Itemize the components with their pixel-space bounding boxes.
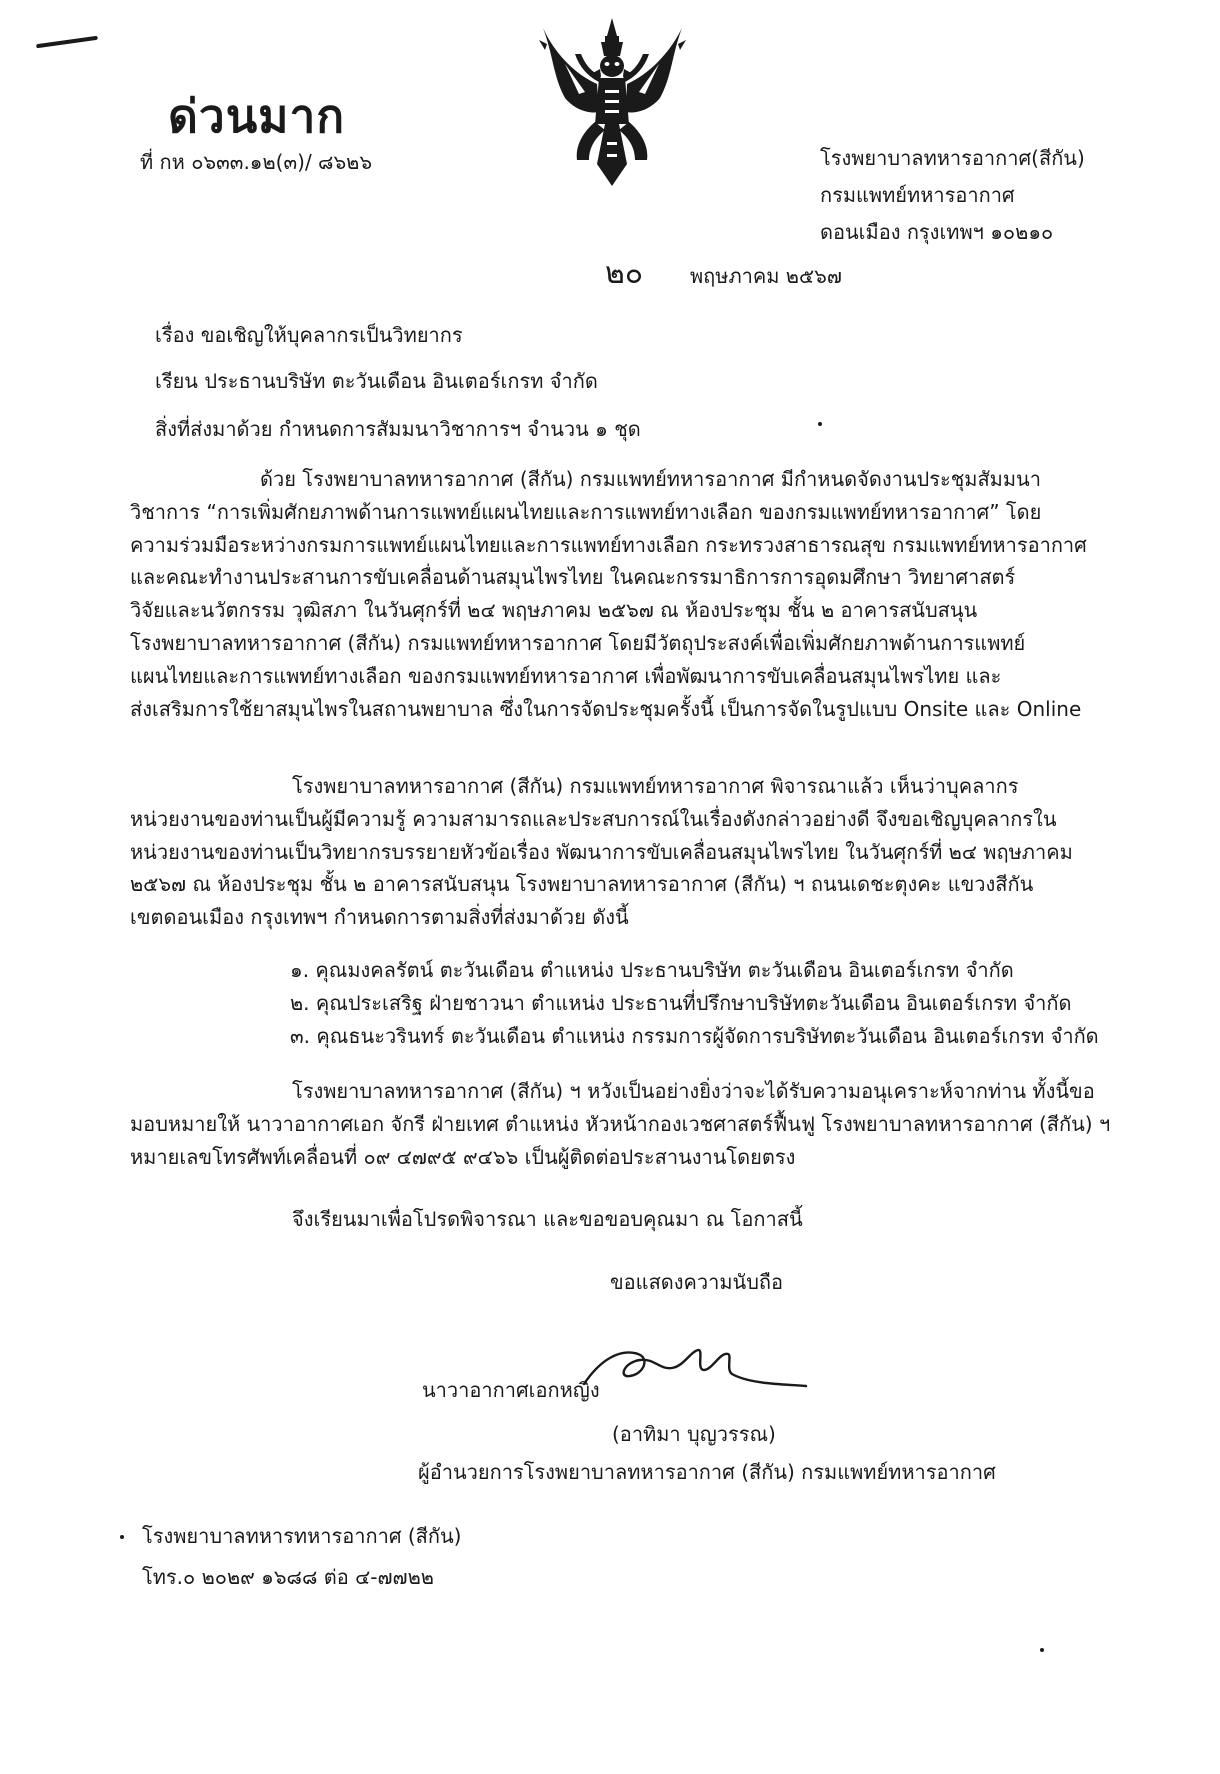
ink-speck <box>1040 1648 1044 1652</box>
paragraph-line: มอบหมายให้ นาวาอากาศเอก จักรี ฝ่ายเทศ ตำแหน่ง หัวหน้ากองเวชศาสตร์ฟื้นฟู โรงพยาบาลทหารอากาศ (สีกัน) ฯ <box>130 1111 1111 1136</box>
footer-phone: โทร.๐ ๒๐๒๙ ๑๖๘๘ ต่อ ๔-๗๗๒๒ <box>142 1565 434 1589</box>
paragraph-line: และคณะทำงานประสานการขับเคลื่อนด้านสมุนไพรไทย ในคณะกรรมาธิการการอุดมศึกษา วิทยาศาสตร์ <box>130 565 1016 590</box>
signatory-rank: นาวาอากาศเอกหญิง <box>422 1378 600 1402</box>
paragraph-line: เขตดอนเมือง กรุงเทพฯ กำหนดการตามสิ่งที่ส่งมาด้วย ดังนี้ <box>130 905 629 930</box>
paragraph-line: ด้วย โรงพยาบาลทหารอากาศ (สีกัน) กรมแพทย์ทหารอากาศ มีกำหนดจัดงานประชุมสัมมนา <box>260 467 1041 491</box>
ink-speck <box>818 422 822 426</box>
paragraph-line: วิชาการ “การเพิ่มศักยภาพด้านการแพทย์แผนไทยและการแพทย์ทางเลือก ของกรมแพทย์ทหารอากาศ” โดย <box>130 499 1042 524</box>
footer-organization: โรงพยาบาลทหารทหารอากาศ (สีกัน) <box>142 1524 462 1548</box>
paragraph-line: ความร่วมมือระหว่างกรมการแพทย์แผนไทยและการแพทย์ทางเลือก กระทรวงสาธารณสุข กรมแพทย์ทหารอากาศ <box>130 532 1087 557</box>
date-day-handwritten: ๒๐ <box>605 256 644 291</box>
urgency-label: ด่วนมาก <box>168 89 346 143</box>
sender-line-3: ดอนเมือง กรุงเทพฯ ๑๐๒๑๐ <box>820 220 1054 244</box>
sender-line-1: โรงพยาบาลทหารอากาศ(สีกัน) <box>820 146 1085 170</box>
regards-line: ขอแสดงความนับถือ <box>610 1270 784 1294</box>
paragraph-request <box>130 770 1078 934</box>
pen-mark <box>36 36 98 49</box>
paragraph-line: โรงพยาบาลทหารอากาศ (สีกัน) กรมแพทย์ทหารอากาศ โดยมีวัตถุประสงค์เพื่อเพิ่มศักยภาพด้านการแพทย์ <box>130 630 1026 655</box>
paragraph-line: หมายเลขโทรศัพท์เคลื่อนที่ ๐๙ ๔๗๙๕ ๙๔๖๖ เป็นผู้ติดต่อประสานงานโดยตรง <box>130 1144 796 1169</box>
paragraph-invitation <box>130 463 1087 725</box>
paragraph-line: ส่งเสริมการใช้ยาสมุนไพรในสถานพยาบาล ซึ่งในการจัดประชุมครั้งนี้ เป็นการจัดในรูปแบบ Onsite และ Online <box>130 696 1082 721</box>
paragraph-line: โรงพยาบาลทหารอากาศ (สีกัน) กรมแพทย์ทหารอากาศ พิจารณาแล้ว เห็นว่าบุคลากร <box>292 774 1019 798</box>
sender-line-2: กรมแพทย์ทหารอากาศ <box>820 183 1015 207</box>
document-number: ที่ กห ๐๖๓๓.๑๒(๓)/ ๘๖๒๖ <box>140 150 373 174</box>
date-month-year: พฤษภาคม ๒๕๖๗ <box>690 264 842 288</box>
signatory-position: ผู้อำนวยการโรงพยาบาลทหารอากาศ (สีกัน) กรมแพทย์ทหารอากาศ <box>418 1460 996 1484</box>
closing-line: จึงเรียนมาเพื่อโปรดพิจารณา และขอขอบคุณมา ณ โอกาสนี้ <box>292 1207 803 1231</box>
paragraph-line: ๒๕๖๗ ณ ห้องประชุม ชั้น ๒ อาคารสนับสนุน โรงพยาบาลทหารอากาศ (สีกัน) ฯ ถนนเดชะตุงคะ แขวงสีกัน <box>130 872 1034 897</box>
enclosure-line: สิ่งที่ส่งมาด้วย กำหนดการสัมมนาวิชาการฯ จำนวน ๑ ชุด <box>155 417 641 441</box>
speaker-item: ๒. คุณประเสริฐ ฝ่ายชาวนา ตำแหน่ง ประธานที่ปรึกษาบริษัทตะวันเดือน อินเตอร์เกรท จำกัด <box>290 990 1072 1015</box>
paragraph-line: วิจัยและนวัตกรรม วุฒิสภา ในวันศุกร์ที่ ๒๔ พฤษภาคม ๒๕๖๗ ณ ห้องประชุม ชั้น ๒ อาคารสนับสนุน <box>130 598 978 623</box>
recipient-line: เรียน ประธานบริษัท ตะวันเดือน อินเตอร์เกรท จำกัด <box>155 369 598 393</box>
speaker-item: ๑. คุณมงคลรัตน์ ตะวันเดือน ตำแหน่ง ประธานบริษัท ตะวันเดือน อินเตอร์เกรท จำกัด <box>290 958 1014 982</box>
paragraph-line: โรงพยาบาลทหารอากาศ (สีกัน) ฯ หวังเป็นอย่างยิ่งว่าจะได้รับความอนุเคราะห์จากท่าน ทั้งนี้ขอ <box>292 1079 1095 1103</box>
garuda-emblem-icon <box>535 14 690 189</box>
paragraph-contact <box>130 1075 1111 1173</box>
handwritten-signature <box>580 1340 810 1400</box>
subject-line: เรื่อง ขอเชิญให้บุคลากรเป็นวิทยากร <box>155 323 463 347</box>
paragraph-line: หน่วยงานของท่านเป็นวิทยากรบรรยายหัวข้อเรื่อง พัฒนาการขับเคลื่อนสมุนไพรไทย ในวันศุกร์ที่ ๒๔ พฤษภาคม <box>130 839 1073 864</box>
paragraph-line: แผนไทยและการแพทย์ทางเลือก ของกรมแพทย์ทหารอากาศ เพื่อพัฒนาการขับเคลื่อนสมุนไพรไทย และ <box>130 663 1002 688</box>
paragraph-line: หน่วยงานของท่านเป็นผู้มีความรู้ ความสามารถและประสบการณ์ในเรื่องดังกล่าวอย่างดี จึงขอเชิญบุคลากรใน <box>130 806 1057 831</box>
ink-speck <box>120 1535 124 1539</box>
signatory-name: (อาทิมา บุญวรรณ) <box>612 1422 776 1446</box>
speaker-item: ๓. คุณธนะวรินทร์ ตะวันเดือน ตำแหน่ง กรรมการผู้จัดการบริษัทตะวันเดือน อินเตอร์เกรท จำกัด <box>290 1023 1099 1048</box>
speaker-list <box>290 954 1099 1052</box>
